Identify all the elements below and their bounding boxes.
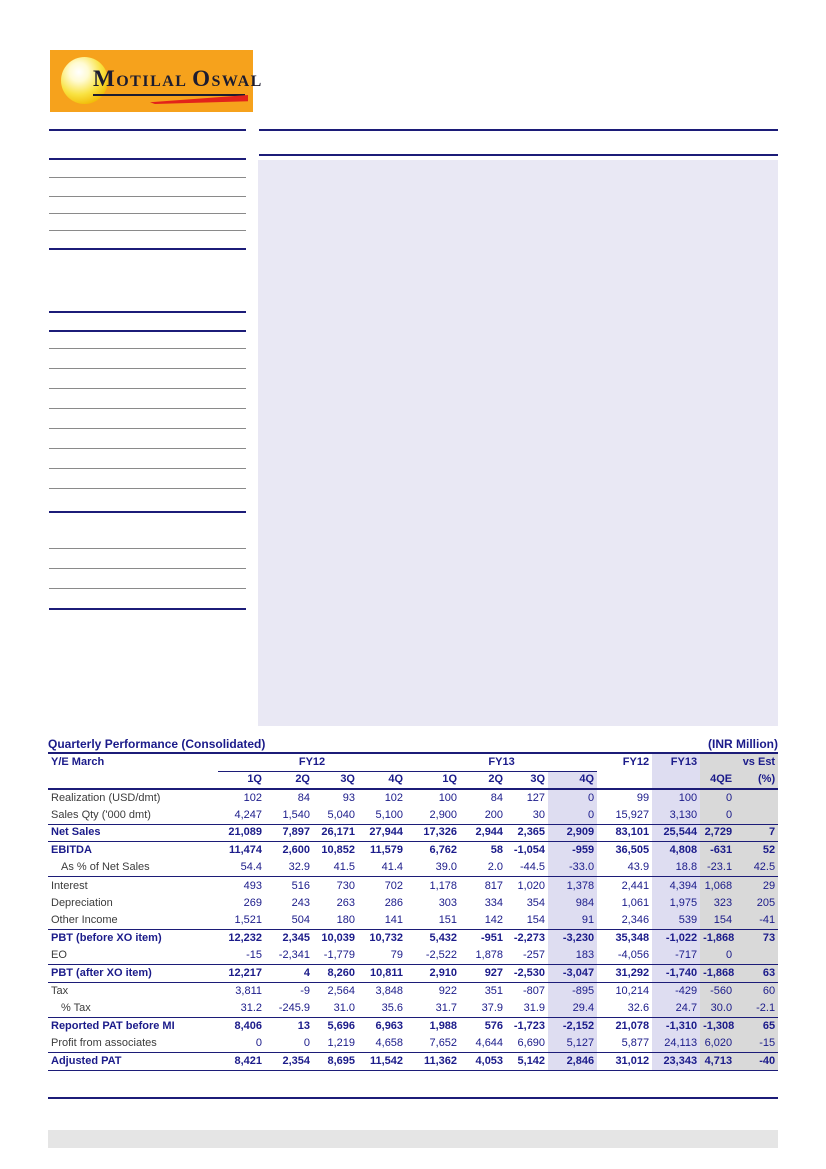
q-header: 1Q (218, 771, 265, 789)
value-cell: 817 (484, 879, 504, 892)
value-cell: -2,522 (406, 947, 460, 965)
q-header: 4Q (358, 771, 406, 789)
row-label: EO (48, 947, 218, 965)
value-cell: 32.9 (265, 859, 313, 877)
value-cell: 0 (548, 807, 597, 825)
value-cell: 35,348 (615, 932, 650, 945)
value-cell: 5,432 (429, 932, 458, 945)
table-body (48, 789, 778, 1071)
value-cell: 0 (548, 789, 597, 807)
value-cell: 0 (700, 807, 735, 825)
logo-letter: M (93, 66, 117, 91)
value-cell: 17,326 (406, 824, 460, 842)
value-cell: -2.1 (735, 1000, 778, 1018)
chart-placeholder (258, 160, 778, 726)
value-cell: 7,897 (265, 824, 313, 842)
value-cell: 4,713 (700, 1053, 735, 1071)
value-cell: 25,544 (652, 824, 700, 842)
row-label: Realization (USD/dmt) (51, 791, 161, 804)
value-cell: 73 (735, 930, 778, 948)
table-row (48, 1000, 778, 1018)
value-cell: 39.0 (406, 859, 460, 877)
value-cell: 100 (438, 791, 458, 804)
table-row (48, 947, 778, 965)
value-cell: 1,540 (265, 807, 313, 825)
value-cell: 127 (526, 791, 546, 804)
value-cell: 4,394 (652, 877, 700, 895)
value-cell: 29 (735, 877, 778, 895)
row-label: As % of Net Sales (48, 859, 218, 877)
value-cell: 31.9 (506, 1000, 548, 1018)
value-cell: 91 (548, 912, 597, 930)
value-cell (735, 807, 778, 825)
value-cell: 1,878 (460, 947, 506, 965)
rule-line (49, 213, 246, 214)
value-cell: 31.0 (313, 1000, 358, 1018)
value-cell: -3,047 (548, 965, 597, 983)
rule-line (49, 468, 246, 469)
rule-line (49, 568, 246, 569)
value-cell: -40 (735, 1053, 778, 1071)
value-cell: 154 (506, 912, 548, 930)
table-row (48, 877, 778, 895)
value-cell: 54.4 (218, 859, 265, 877)
value-cell: -807 (523, 985, 546, 998)
value-cell: 30 (506, 807, 548, 825)
row-label: Other Income (48, 912, 218, 930)
row-label: Reported PAT before MI (51, 1020, 175, 1033)
value-cell: 2,346 (597, 912, 652, 930)
value-cell: 141 (358, 912, 406, 930)
fy13-group-header: FY13 (406, 753, 597, 771)
value-cell: 8,260 (313, 965, 358, 983)
value-cell: -2,273 (513, 932, 546, 945)
value-cell: 984 (548, 895, 597, 913)
vs-est-header: vs Est (700, 753, 778, 771)
value-cell: -959 (548, 842, 597, 860)
value-cell: 36,505 (615, 844, 650, 857)
q-header: 4Q (548, 771, 597, 789)
q-header: 1Q (406, 771, 460, 789)
value-cell: 102 (243, 791, 262, 804)
red-swoosh-icon (150, 95, 248, 104)
value-cell: 2,365 (506, 824, 548, 842)
value-cell: 4,808 (652, 842, 700, 860)
value-cell: 154 (700, 912, 735, 930)
value-cell: 1,061 (621, 896, 650, 909)
value-cell: -1,723 (513, 1020, 546, 1033)
value-cell: -2,530 (506, 965, 548, 983)
value-cell: 52 (735, 842, 778, 860)
value-cell: 29.4 (548, 1000, 597, 1018)
value-cell: 2,729 (700, 824, 735, 842)
value-cell: 4,247 (218, 807, 265, 825)
value-cell: 5,127 (548, 1035, 597, 1053)
rule-line (49, 248, 246, 250)
value-cell: -1,308 (700, 1018, 735, 1036)
value-cell: 927 (460, 965, 506, 983)
row-label: Sales Qty ('000 dmt) (48, 807, 218, 825)
q-header: 3Q (506, 771, 548, 789)
value-cell: 10,732 (369, 932, 404, 945)
value-cell: 10,852 (321, 844, 355, 857)
value-cell: 205 (735, 895, 778, 913)
value-cell: 263 (336, 896, 355, 909)
value-cell: 41.5 (313, 859, 358, 877)
value-cell: 2,900 (406, 807, 460, 825)
value-cell (735, 947, 778, 965)
value-cell: 1,020 (517, 879, 546, 892)
footer-bar (48, 1130, 778, 1148)
value-cell (735, 789, 778, 807)
value-cell: 1,975 (652, 895, 700, 913)
table-title: Quarterly Performance (Consolidated) (48, 737, 266, 751)
value-cell: 493 (243, 879, 262, 892)
value-cell: 37.9 (460, 1000, 506, 1018)
value-cell: -1,779 (313, 947, 358, 965)
blank-header (652, 771, 700, 789)
q-header: 3Q (313, 771, 358, 789)
value-cell: 27,944 (358, 824, 406, 842)
rule-line (49, 330, 246, 332)
footer-rule-line (48, 1097, 778, 1099)
table-row (48, 895, 778, 913)
logo-letters: SWAL (211, 73, 263, 90)
value-cell: 5,696 (327, 1020, 355, 1033)
value-cell: 7 (735, 824, 778, 842)
value-cell: 2,944 (460, 824, 506, 842)
value-cell: 2,909 (548, 824, 597, 842)
fy12-group-header: FY12 (218, 753, 406, 771)
value-cell: 11,579 (370, 844, 404, 857)
rule-line (49, 511, 246, 513)
value-cell: 2,354 (265, 1053, 313, 1071)
value-cell: 1,988 (429, 1020, 458, 1033)
value-cell: 65 (735, 1018, 778, 1036)
value-cell: 354 (526, 896, 546, 909)
table-row (48, 930, 778, 948)
value-cell: -2,341 (265, 947, 313, 965)
value-cell: -429 (652, 983, 700, 1001)
row-label: Tax (51, 985, 69, 998)
value-cell: 10,039 (321, 932, 355, 945)
value-cell: 243 (291, 896, 310, 909)
value-cell: 31.2 (218, 1000, 265, 1018)
value-cell: -951 (481, 932, 504, 945)
value-cell: 151 (406, 912, 460, 930)
value-cell: 100 (652, 789, 700, 807)
ye-march-header: Y/E March (51, 756, 105, 768)
value-cell: 32.6 (597, 1000, 652, 1018)
logo-brand-text (93, 66, 263, 96)
value-cell: 6,762 (429, 844, 458, 857)
rule-line (49, 196, 246, 197)
value-cell: 99 (636, 791, 650, 804)
value-cell: 516 (291, 879, 310, 892)
rule-line (49, 488, 246, 489)
row-label: PBT (after XO item) (48, 965, 218, 983)
table-row (48, 824, 778, 842)
value-cell: 334 (484, 896, 504, 909)
value-cell: 84 (297, 791, 310, 804)
value-cell: 43.9 (597, 859, 652, 877)
value-cell: 31,292 (597, 965, 652, 983)
value-cell: 576 (484, 1020, 504, 1033)
value-cell: 180 (313, 912, 358, 930)
value-cell: 4,658 (358, 1035, 406, 1053)
value-cell: -44.5 (506, 859, 548, 877)
table-titlebar (48, 736, 778, 751)
value-cell: 8,406 (234, 1020, 262, 1033)
quarterly-performance-table (48, 752, 778, 1071)
value-cell: -717 (652, 947, 700, 965)
blank-header (48, 771, 218, 789)
rule-line (49, 348, 246, 349)
value-cell: 4 (265, 965, 313, 983)
rule-line (49, 408, 246, 409)
rule-line (49, 588, 246, 589)
value-cell: 35.6 (358, 1000, 406, 1018)
value-cell: 0 (218, 1035, 265, 1053)
table-unit-label: (INR Million) (708, 737, 778, 751)
value-cell: -15 (735, 1035, 778, 1053)
est-4qe-header: 4QE (700, 771, 735, 789)
table-row (48, 1018, 778, 1036)
value-cell: 702 (384, 879, 404, 892)
value-cell: 30.0 (700, 1000, 735, 1018)
value-cell: 2,345 (282, 932, 310, 945)
value-cell: -23.1 (700, 859, 735, 877)
logo-letters: OTILAL (116, 73, 193, 90)
value-cell: 10,214 (615, 985, 650, 998)
value-cell: 12,232 (228, 932, 262, 945)
value-cell: -9 (300, 985, 310, 998)
table-row (48, 1035, 778, 1053)
value-cell: 4,053 (460, 1053, 506, 1071)
value-cell: 3,130 (652, 807, 700, 825)
motilal-oswal-logo (50, 50, 263, 112)
value-cell: 93 (342, 791, 355, 804)
value-cell: 730 (336, 879, 355, 892)
value-cell: 6,690 (506, 1035, 548, 1053)
value-cell: 31.7 (406, 1000, 460, 1018)
blank-header (597, 771, 652, 789)
rule-line (49, 158, 246, 160)
value-cell: 1,219 (313, 1035, 358, 1053)
value-cell: 1,068 (700, 877, 735, 895)
row-label: Profit from associates (48, 1035, 218, 1053)
value-cell: 323 (700, 895, 735, 913)
value-cell: 11,474 (228, 844, 262, 857)
row-label: EBITDA (51, 844, 92, 857)
rule-line (49, 448, 246, 449)
fy12-annual-header: FY12 (622, 756, 650, 768)
value-cell: 26,171 (313, 824, 358, 842)
value-cell: 63 (735, 965, 778, 983)
value-cell: 10,811 (358, 965, 406, 983)
value-cell: 41.4 (358, 859, 406, 877)
value-cell: 60 (735, 983, 778, 1001)
value-cell: 84 (490, 791, 504, 804)
q-header: 2Q (265, 771, 313, 789)
table-row (48, 789, 778, 807)
value-cell: -1,054 (513, 844, 546, 857)
value-cell: 351 (484, 985, 504, 998)
value-cell: 0 (700, 947, 735, 965)
value-cell: 2,910 (406, 965, 460, 983)
value-cell: 1,521 (218, 912, 265, 930)
value-cell: 79 (358, 947, 406, 965)
value-cell: 7,652 (406, 1035, 460, 1053)
quarterly-performance-section (48, 736, 778, 1071)
value-cell: 5,877 (597, 1035, 652, 1053)
value-cell: -1,868 (700, 965, 735, 983)
value-cell: 21,089 (218, 824, 265, 842)
value-cell: -3,230 (548, 930, 597, 948)
rule-line (49, 368, 246, 369)
value-cell: 24.7 (652, 1000, 700, 1018)
row-label: Depreciation (51, 896, 113, 909)
row-label: Net Sales (48, 824, 218, 842)
value-cell: 31,012 (597, 1053, 652, 1071)
value-cell: -41 (735, 912, 778, 930)
value-cell: 2,600 (282, 844, 310, 857)
value-cell: 3,848 (375, 985, 404, 998)
value-cell: 269 (243, 896, 262, 909)
logo-letter: O (192, 66, 212, 91)
value-cell: 0 (700, 789, 735, 807)
value-cell: 21,078 (615, 1020, 650, 1033)
value-cell: 142 (460, 912, 506, 930)
value-cell: -15 (218, 947, 265, 965)
value-cell: 6,020 (700, 1035, 735, 1053)
value-cell: 183 (548, 947, 597, 965)
value-cell: 286 (384, 896, 404, 909)
value-cell: 3,811 (235, 985, 262, 998)
value-cell: 58 (490, 844, 504, 857)
value-cell: 2,441 (621, 879, 650, 892)
value-cell: -631 (700, 842, 735, 860)
value-cell: 303 (438, 896, 458, 909)
value-cell: -33.0 (548, 859, 597, 877)
value-cell: 23,343 (652, 1053, 700, 1071)
value-cell: -257 (506, 947, 548, 965)
value-cell: -560 (700, 983, 735, 1001)
value-cell: 13 (297, 1020, 310, 1033)
table-row (48, 807, 778, 825)
value-cell: 504 (265, 912, 313, 930)
value-cell: -1,740 (652, 965, 700, 983)
value-cell: 922 (438, 985, 458, 998)
rule-line (259, 129, 778, 131)
table-row (48, 912, 778, 930)
table-row (48, 1053, 778, 1071)
rule-line (49, 548, 246, 549)
value-cell: -895 (548, 983, 597, 1001)
value-cell: 539 (652, 912, 700, 930)
table-row (48, 983, 778, 1001)
table-row (48, 965, 778, 983)
value-cell: -2,152 (548, 1018, 597, 1036)
value-cell: 6,963 (375, 1020, 404, 1033)
value-cell: 0 (265, 1035, 313, 1053)
value-cell: 24,113 (652, 1035, 700, 1053)
value-cell: 11,362 (406, 1053, 460, 1071)
value-cell: 5,100 (358, 807, 406, 825)
value-cell: 2.0 (460, 859, 506, 877)
rule-line (49, 428, 246, 429)
value-cell: -4,056 (597, 947, 652, 965)
value-cell: 102 (384, 791, 404, 804)
row-label: Interest (51, 879, 88, 892)
row-label: PBT (before XO item) (51, 932, 162, 945)
value-cell: 4,644 (460, 1035, 506, 1053)
value-cell: -1,022 (652, 930, 700, 948)
value-cell: 83,101 (597, 824, 652, 842)
value-cell: 8,695 (313, 1053, 358, 1071)
rule-line (49, 311, 246, 313)
value-cell: -1,868 (700, 930, 735, 948)
value-cell: 11,542 (358, 1053, 406, 1071)
q-header: 2Q (460, 771, 506, 789)
value-cell: 42.5 (735, 859, 778, 877)
value-cell: 200 (460, 807, 506, 825)
value-cell: 2,846 (548, 1053, 597, 1071)
fy13-annual-header: FY13 (652, 753, 700, 771)
value-cell: 15,927 (597, 807, 652, 825)
value-cell: 1,378 (548, 877, 597, 895)
rule-line (49, 129, 246, 131)
value-cell: -1,310 (652, 1018, 700, 1036)
rule-line (49, 177, 246, 178)
header-row-quarters (48, 771, 778, 789)
value-cell: 8,421 (218, 1053, 265, 1071)
value-cell: 1,178 (429, 879, 458, 892)
header-row-groups (48, 753, 778, 771)
table-row (48, 842, 778, 860)
value-cell: 5,142 (506, 1053, 548, 1071)
rule-line (259, 154, 778, 156)
rule-line (49, 608, 246, 610)
row-label: % Tax (48, 1000, 218, 1018)
value-cell: 2,564 (327, 985, 355, 998)
rule-line (49, 388, 246, 389)
table-row (48, 859, 778, 877)
row-label: Adjusted PAT (48, 1053, 218, 1071)
value-cell: 5,040 (313, 807, 358, 825)
value-cell: 18.8 (652, 859, 700, 877)
value-cell: -245.9 (265, 1000, 313, 1018)
value-cell: 12,217 (218, 965, 265, 983)
rule-line (49, 230, 246, 231)
est-pct-header: (%) (735, 771, 778, 789)
